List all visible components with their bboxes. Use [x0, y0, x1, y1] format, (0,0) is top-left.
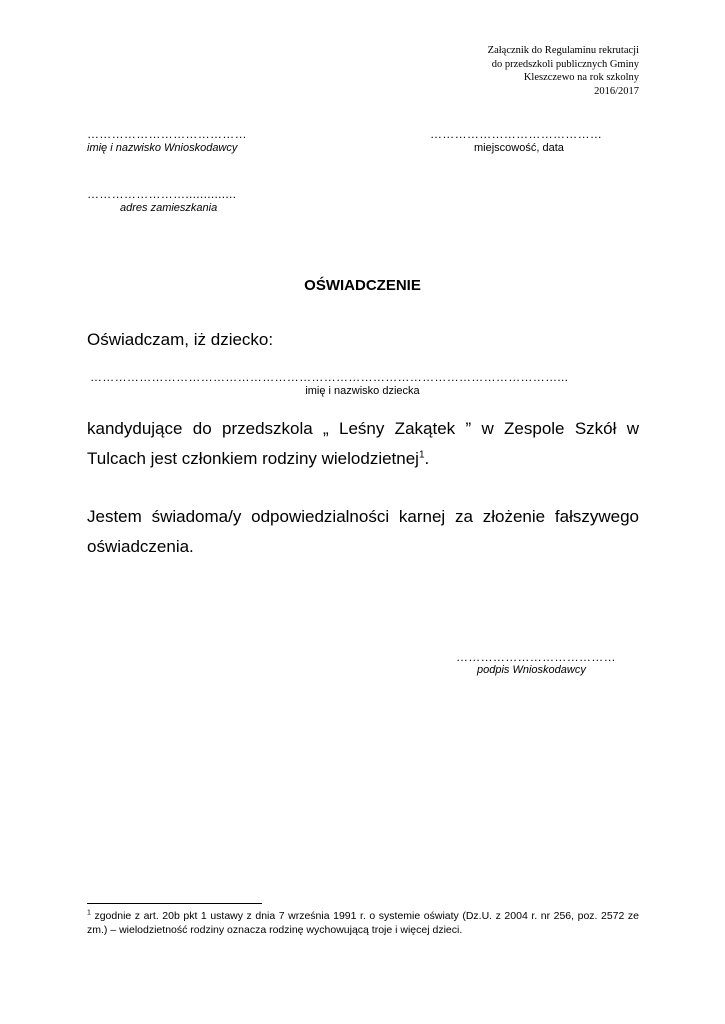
annex-note [488, 44, 639, 98]
candidate-statement-text: kandydujące do przedszkola „ Leśny Zakątek ” w Zespole Szkół w Tulcach jest członkiem rodziny wielodzietnej [87, 419, 639, 468]
place-date-caption: miejscowość, data [474, 142, 564, 154]
annex-note-line-4: 2016/2017 [594, 85, 639, 97]
annex-note-line-1: Załącznik do Regulaminu rekrutacji [487, 45, 639, 56]
footnote-mark: 1 [87, 909, 91, 917]
awareness-statement: Jestem świadoma/y odpowiedzialności karnej za złożenie fałszywego oświadczenia. [87, 507, 639, 556]
annex-note-line-2: do przedszkoli publicznych Gminy [491, 58, 639, 70]
footnote-separator [87, 903, 262, 904]
child-name-field: ……………………………………………………………………………………………………... [90, 370, 569, 384]
signature-field: ………………………………… [456, 650, 616, 664]
child-name-caption: imię i nazwisko dziecka [305, 385, 420, 397]
applicant-name-caption: imię i nazwisko Wnioskodawcy [87, 142, 238, 154]
signature-caption: podpis Wnioskodawcy [477, 664, 586, 676]
footnote-reference: 1 [418, 449, 425, 461]
candidate-statement [87, 414, 639, 474]
place-date-field: …………………………………… [430, 127, 603, 141]
annex-note-line-3: Kleszczewo na rok szkolny [523, 72, 639, 84]
declaration-lead: Oświadczam, iż dziecko: [87, 330, 274, 349]
address-caption: adres zamieszkania [120, 202, 218, 214]
applicant-name-field: ………………………………… [87, 127, 247, 141]
document-title: OŚWIADCZENIE [304, 277, 421, 294]
candidate-statement-end: . [424, 449, 430, 468]
address-field: …………………….............. [87, 187, 237, 201]
footnote-text: zgodnie z art. 20b pkt 1 ustawy z dnia 7 września 1991 r. o systemie oświaty (Dz.U. z 2004 r. nr 256, poz. 2572 ze zm.) – wielodzietność rodziny oznacza rodzinę wychowującą troje i więcej dzieci. [87, 910, 639, 936]
footnote [87, 910, 639, 937]
